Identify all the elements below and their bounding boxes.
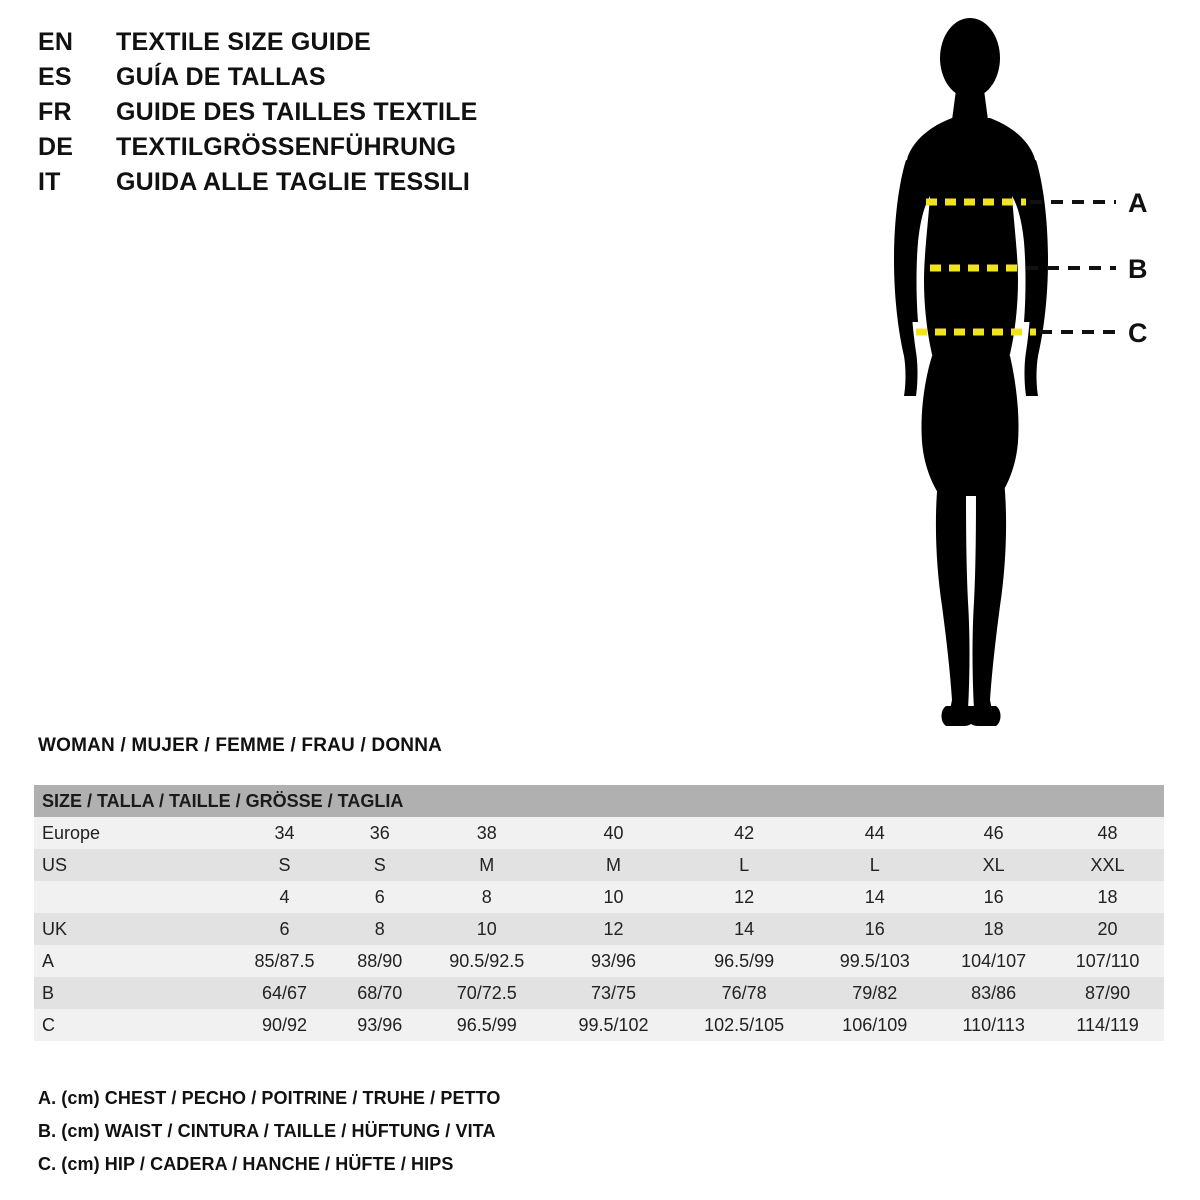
row-label <box>34 881 231 913</box>
table-cell: 8 <box>374 918 385 939</box>
title-lang-code: DE <box>38 133 74 161</box>
row-label: B <box>42 982 55 1003</box>
table-cell: S <box>278 854 291 875</box>
table-row <box>34 977 1164 1009</box>
table-cell: M <box>479 854 495 875</box>
table-cell: 18 <box>983 918 1004 939</box>
table-cell: 10 <box>476 918 497 939</box>
row-label: UK <box>42 918 68 939</box>
row-label: Europe <box>42 822 101 843</box>
title-text: GUIDA ALLE TAGLIE TESSILI <box>116 168 471 196</box>
table-cell: 114/119 <box>1076 1014 1139 1035</box>
table-cell: 16 <box>864 918 885 939</box>
table-row <box>34 1009 1164 1041</box>
marker-label-a: A <box>1128 188 1148 218</box>
table-row <box>34 881 1164 913</box>
table-row <box>34 849 1164 881</box>
title-block <box>38 28 558 203</box>
table-cell: 12 <box>603 918 624 939</box>
table-cell: 70/72.5 <box>456 982 517 1003</box>
table-cell: 83/86 <box>971 982 1017 1003</box>
footnote-waist: B. (cm) WAIST / CINTURA / TAILLE / HÜFTUNG / VITA <box>38 1121 496 1141</box>
title-text: GUIDE DES TAILLES TEXTILE <box>116 98 478 126</box>
table-cell: 14 <box>864 886 885 907</box>
title-lang-code: FR <box>38 98 72 126</box>
table-cell: 6 <box>279 918 290 939</box>
table-cell: 8 <box>481 886 492 907</box>
footnote-hip: C. (cm) HIP / CADERA / HANCHE / HÜFTE / HIPS <box>38 1154 454 1174</box>
title-text: GUÍA DE TALLAS <box>116 63 326 91</box>
table-row <box>34 913 1164 945</box>
table-cell: 64/67 <box>261 982 308 1003</box>
table-cell: 10 <box>603 886 624 907</box>
table-cell: 14 <box>734 918 755 939</box>
footnotes <box>38 1088 838 1187</box>
table-cell: 12 <box>734 886 755 907</box>
table-cell: 68/70 <box>357 982 403 1003</box>
title-text: TEXTILGRÖSSENFÜHRUNG <box>116 133 457 161</box>
title-text: TEXTILE SIZE GUIDE <box>116 28 372 56</box>
table-cell: 6 <box>374 886 385 907</box>
table-cell: XXL <box>1090 854 1125 875</box>
table-cell: S <box>373 854 386 875</box>
title-row <box>38 28 558 57</box>
table-cell: 73/75 <box>590 982 637 1003</box>
table-cell: 93/96 <box>357 1014 403 1035</box>
table-cell: 96.5/99 <box>456 1014 517 1035</box>
row-label: A <box>42 950 55 971</box>
table-cell: L <box>869 854 880 875</box>
title-row <box>38 98 558 127</box>
marker-label-c: C <box>1128 318 1148 348</box>
table-cell: 110/113 <box>962 1014 1025 1035</box>
table-cell: 88/90 <box>357 950 403 971</box>
title-lang-code: EN <box>38 28 74 56</box>
table-cell: 85/87.5 <box>254 950 315 971</box>
table-cell: 44 <box>864 822 885 843</box>
table-row <box>34 817 1164 849</box>
table-cell: 87/90 <box>1085 982 1131 1003</box>
table-cell: 93/96 <box>590 950 637 971</box>
table-cell: 96.5/99 <box>714 950 775 971</box>
table-cell: 34 <box>274 822 295 843</box>
table-cell: 79/82 <box>852 982 898 1003</box>
table-cell: 106/109 <box>842 1014 908 1035</box>
table-cell: 76/78 <box>721 982 767 1003</box>
title-lang-code: IT <box>38 168 61 196</box>
section-label-woman: WOMAN / MUJER / FEMME / FRAU / DONNA <box>38 735 443 756</box>
table-cell: 18 <box>1097 886 1118 907</box>
table-cell: 48 <box>1097 822 1118 843</box>
table-cell: L <box>739 854 750 875</box>
table-cell: M <box>606 854 621 875</box>
marker-label-b: B <box>1128 254 1148 284</box>
title-lang-code: ES <box>38 63 72 91</box>
table-cell: 99.5/102 <box>578 1014 649 1035</box>
table-cell: 36 <box>369 822 390 843</box>
title-row <box>38 168 558 197</box>
table-cell: 107/110 <box>1075 950 1140 971</box>
title-row <box>38 133 558 162</box>
table-cell: 42 <box>734 822 755 843</box>
table-cell: 38 <box>476 822 497 843</box>
row-label: C <box>42 1014 55 1035</box>
table-cell: 90.5/92.5 <box>449 950 525 971</box>
table-cell: 40 <box>603 822 624 843</box>
table-cell: 4 <box>279 886 290 907</box>
title-row <box>38 63 558 92</box>
table-row <box>34 945 1164 977</box>
table-header-label: SIZE / TALLA / TAILLE / GRÖSSE / TAGLIA <box>34 785 1164 817</box>
row-label: US <box>42 854 68 875</box>
table-cell: 46 <box>983 822 1004 843</box>
table-cell: 20 <box>1097 918 1118 939</box>
table-cell: XL <box>982 854 1005 875</box>
table-cell: 104/107 <box>961 950 1027 971</box>
body-figure-diagram <box>840 10 1180 750</box>
size-chart-table <box>34 785 1164 1041</box>
footnote-chest: A. (cm) CHEST / PECHO / POITRINE / TRUHE / PETTO <box>38 1088 501 1108</box>
table-cell: 16 <box>983 886 1004 907</box>
female-silhouette-icon <box>894 18 1048 726</box>
table-cell: 102.5/105 <box>704 1014 785 1035</box>
table-cell: 99.5/103 <box>839 950 910 971</box>
table-header-row <box>34 785 1164 817</box>
table-cell: 90/92 <box>261 1014 308 1035</box>
